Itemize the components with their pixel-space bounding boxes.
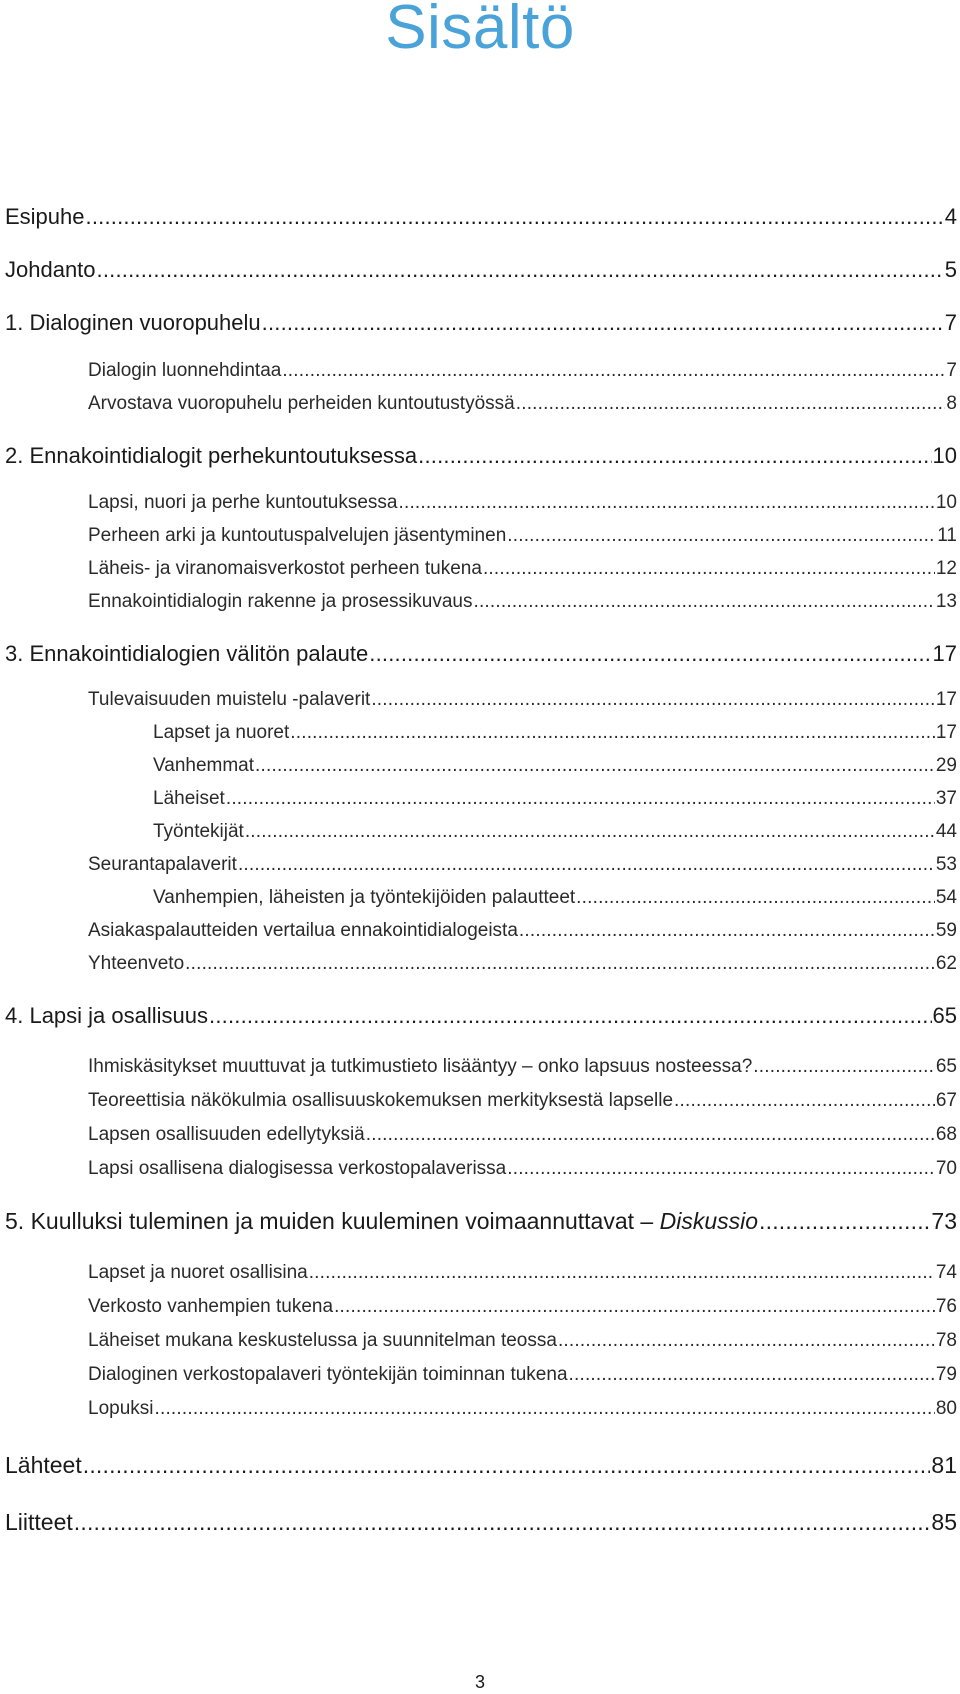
toc-entry-yhteenveto[interactable] <box>88 953 957 975</box>
toc-entry-label: Johdanto <box>5 257 96 282</box>
toc-entry-label: Lapset ja nuoret osallisina <box>88 1262 308 1283</box>
toc-entry-page: 44 <box>935 821 957 842</box>
toc-entry-vanhemmat[interactable] <box>153 755 957 777</box>
toc-entry-label: Seurantapalaverit <box>88 854 237 875</box>
toc-entry-chapter-2[interactable] <box>5 443 957 469</box>
toc-entry-label: Työntekijät <box>153 821 244 842</box>
toc-entry-label: Lapsen osallisuuden edellytyksiä <box>88 1124 365 1145</box>
toc-entry-esipuhe[interactable] <box>5 204 957 230</box>
toc-entry-label: Liitteet <box>5 1509 73 1535</box>
toc-entry-label: Ihmiskäsitykset muuttuvat ja tutkimustieto lisääntyy – onko lapsuus nosteessa? <box>88 1056 753 1077</box>
toc-entry-tulevaisuuden-muistelu[interactable] <box>88 689 957 711</box>
toc-entry-label: Ennakointidialogin rakenne ja prosessikuvaus <box>88 591 473 612</box>
toc-entry-label: 3. Ennakointidialogien välitön palaute <box>5 641 369 666</box>
toc-entry-label: Dialoginen verkostopalaveri työntekijän toiminnan tukena <box>88 1364 568 1385</box>
toc-entry-perheen-arki[interactable] <box>88 525 957 547</box>
toc-entry-label: 5. Kuulluksi tuleminen ja muiden kuuleminen voimaannuttavat – <box>5 1208 660 1234</box>
page-title: Sisältö <box>385 0 575 62</box>
toc-entry-liitteet[interactable] <box>5 1509 957 1536</box>
toc-entry-label: Lapsi, nuori ja perhe kuntoutuksessa <box>88 492 398 513</box>
toc-entry-page: 53 <box>935 854 957 875</box>
toc-entry-page: 65 <box>932 1003 957 1028</box>
toc-entry-label: Asiakaspalautteiden vertailua ennakointidialogeista <box>88 920 518 941</box>
toc-entry-lapsi-nuori-perhe[interactable] <box>88 492 957 514</box>
toc-entry-label: Lähteet <box>5 1452 82 1478</box>
toc-entry-tyontekijat[interactable] <box>153 821 957 843</box>
toc-entry-label: Yhteenveto <box>88 953 185 974</box>
toc-entry-label: Arvostava vuoropuhelu perheiden kuntoutustyössä <box>88 393 515 414</box>
toc-entry-page: 17 <box>935 689 957 710</box>
toc-entry-chapter-3[interactable] <box>5 641 957 667</box>
toc-entry-ennakointidialogin-rakenne[interactable] <box>88 591 957 613</box>
toc-entry-lapset-ja-nuoret[interactable] <box>153 722 957 744</box>
toc-entry-label: Teoreettisia näkökulmia osallisuuskokemuksen merkityksestä lapselle <box>88 1090 674 1111</box>
toc-entry-page: 10 <box>935 492 957 513</box>
toc-entry-page: 67 <box>935 1090 957 1111</box>
toc-entry-label: Lapset ja nuoret <box>153 722 290 743</box>
toc-entry-lapsi-osallisena[interactable] <box>88 1158 957 1180</box>
toc-entry-chapter-4[interactable] <box>5 1003 957 1029</box>
toc-entry-page: 62 <box>935 953 957 974</box>
toc-entry-page: 76 <box>935 1296 957 1317</box>
toc-entry-page: 5 <box>944 257 957 282</box>
toc-entry-label: Läheiset <box>153 788 225 809</box>
toc-entry-lapset-osallisina[interactable] <box>88 1262 957 1284</box>
toc-entry-page: 78 <box>935 1330 957 1351</box>
toc-entry-laheiset-mukana[interactable] <box>88 1330 957 1352</box>
toc-entry-page: 73 <box>931 1208 957 1234</box>
toc-entry-page: 70 <box>935 1158 957 1179</box>
toc-entry-lahteet[interactable] <box>5 1452 957 1479</box>
toc-entry-label: 2. Ennakointidialogit perhekuntoutuksessa <box>5 443 418 468</box>
toc-entry-label: Vanhempien, läheisten ja työntekijöiden palautteet <box>153 887 576 908</box>
toc-entry-page: 68 <box>935 1124 957 1145</box>
toc-entry-page: 37 <box>935 788 957 809</box>
toc-entry-page: 17 <box>935 722 957 743</box>
toc-entry-laheiset[interactable] <box>153 788 957 810</box>
toc-entry-asiakaspalautteiden-vertailua[interactable] <box>88 920 957 942</box>
toc-entry-page: 12 <box>935 558 957 579</box>
toc-entry-label: Läheis- ja viranomaisverkostot perheen tukena <box>88 558 482 579</box>
toc-entry-page: 7 <box>946 360 957 381</box>
toc-entry-arvostava-vuoropuhelu[interactable] <box>88 393 957 415</box>
toc-entry-label: Läheiset mukana keskustelussa ja suunnitelman teossa <box>88 1330 557 1351</box>
toc-entry-lapsen-osallisuuden-edellytyksia[interactable] <box>88 1124 957 1146</box>
toc-entry-chapter-5[interactable] <box>5 1208 957 1235</box>
toc-entry-verkosto-vanhempien-tukena[interactable] <box>88 1296 957 1318</box>
toc-entry-label: 1. Dialoginen vuoropuhelu <box>5 310 261 335</box>
toc-entry-ihmiskasitykset[interactable] <box>88 1056 957 1078</box>
toc-entry-page: 65 <box>935 1056 957 1077</box>
page-number: 3 <box>474 1672 485 1692</box>
toc-entry-label: Esipuhe <box>5 204 85 229</box>
toc-entry-label: 4. Lapsi ja osallisuus <box>5 1003 209 1028</box>
toc-entry-label: Vanhemmat <box>153 755 255 776</box>
toc-entry-dialogin-luonnehdintaa[interactable] <box>88 360 957 382</box>
toc-entry-label: Lopuksi <box>88 1398 154 1419</box>
toc-entry-seurantapalaverit[interactable] <box>88 854 957 876</box>
toc-entry-label: Perheen arki ja kuntoutuspalvelujen jäsentyminen <box>88 525 507 546</box>
toc-entry-page: 80 <box>935 1398 957 1419</box>
toc-entry-page: 79 <box>935 1364 957 1385</box>
toc-entry-page: 29 <box>935 755 957 776</box>
toc-entry-page: 4 <box>944 204 957 229</box>
toc-entry-label: Tulevaisuuden muistelu -palaverit <box>88 689 371 710</box>
toc-entry-lopuksi[interactable] <box>88 1398 957 1420</box>
toc-entry-page: 8 <box>946 393 957 414</box>
toc-entry-page: 59 <box>935 920 957 941</box>
toc-entry-page: 13 <box>935 591 957 612</box>
toc-entry-label: Lapsi osallisena dialogisessa verkostopalaverissa <box>88 1158 507 1179</box>
toc-entry-label-italic: Diskussio <box>659 1208 759 1234</box>
toc-entry-page: 81 <box>931 1452 957 1478</box>
toc-entry-page: 10 <box>932 443 957 468</box>
toc-entry-laheis-verkostot[interactable] <box>88 558 957 580</box>
toc-entry-chapter-1[interactable] <box>5 310 957 336</box>
toc-entry-palautteet[interactable] <box>153 887 957 909</box>
toc-entry-dialoginen-verkostopalaveri[interactable] <box>88 1364 957 1386</box>
toc-entry-johdanto[interactable] <box>5 257 957 283</box>
toc-entry-label: Verkosto vanhempien tukena <box>88 1296 334 1317</box>
toc-entry-page: 54 <box>935 887 957 908</box>
toc-entry-label: Dialogin luonnehdintaa <box>88 360 282 381</box>
toc-entry-teoreettisia-nakokulmia[interactable] <box>88 1090 957 1112</box>
toc-entry-page: 11 <box>937 525 957 546</box>
toc-entry-page: 74 <box>935 1262 957 1283</box>
toc-entry-page: 7 <box>944 310 957 335</box>
toc-entry-page: 85 <box>931 1509 957 1535</box>
toc-entry-page: 17 <box>932 641 957 666</box>
